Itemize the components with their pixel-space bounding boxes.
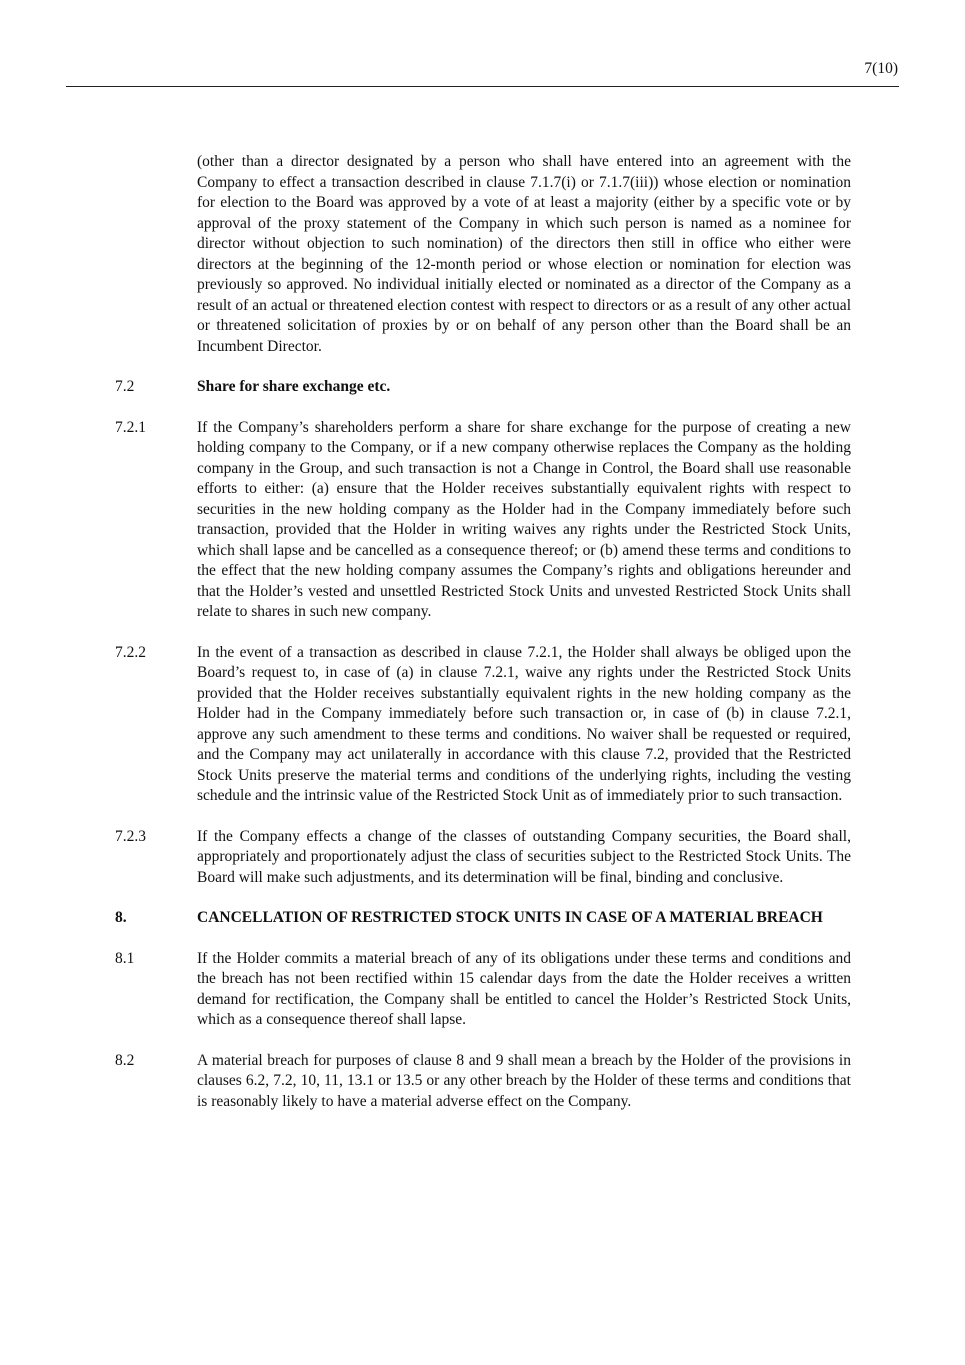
- section-7-2-heading: [115, 377, 851, 398]
- section-number: 8.: [115, 909, 127, 926]
- document-body: [115, 152, 851, 1112]
- clause-7-2-3: [115, 827, 851, 889]
- clause-text: If the Company’s shareholders perform a share for share exchange for the purpose of creating a new holding company to the Company, or if a new company otherwise replaces the Company as the holding company in the Group, and such transaction is not a Change in Control, the Board shall use reasonable efforts to either: (a) ensure that the Holder receives substantially equivalent rights with respect to securities in the new holding company as the Holder had in the Company immediately before such transaction, provided that the Holder in writing waives any rights under the Restricted Stock Units, which shall lapse and be cancelled as a consequence thereof; or (b) amend these terms and conditions to the effect that the new holding company assumes the Company’s rights and obligations hereunder and that the Holder’s vested and unsettled Restricted Stock Units and unvested Restricted Stock Units shall relate to shares in such new company.: [197, 418, 851, 620]
- clause-7-2-1: [115, 418, 851, 623]
- section-8-heading: [115, 908, 851, 929]
- clause-text: In the event of a transaction as described in clause 7.2.1, the Holder shall always be obliged upon the Board’s request to, in case of (a) in clause 7.2.1, waive any rights under the Restricted Stock Units provided that the Holder receives substantially equivalent rights in the new holding company as the Holder had in the Company immediately before such transaction or, in case of (b) in clause 7.2.1, approve any such amendment to these terms and conditions. No waiver shall be requested or required, and the Company may act unilaterally in accordance with this clause 7.2, provided that the Restricted Stock Units preserve the material terms and conditions of the underlying rights, including the vesting schedule and the intrinsic value of the Restricted Stock Unit as of immediately prior to such transaction.: [197, 643, 851, 804]
- clause-text: If the Company effects a change of the classes of outstanding Company securities, the Board shall, appropriately and proportionately adjust the class of securities subject to the Restricted Stock Units. The Board will make such adjustments, and its determination will be final, binding and conclusive.: [197, 827, 851, 886]
- clause-number: 7.2.3: [115, 827, 146, 845]
- clause-8-1: [115, 949, 851, 1031]
- header-rule: [66, 86, 899, 87]
- clause-text: A material breach for purposes of clause 8 and 9 shall mean a breach by the Holder of the provisions in clauses 6.2, 7.2, 10, 11, 13.1 or 13.5 or any other breach by the Holder of these terms and conditions that is reasonably likely to have a material adverse effect on the Company.: [197, 1051, 851, 1110]
- clause-7-2-2: [115, 643, 851, 807]
- clause-number: 8.2: [115, 1051, 135, 1069]
- clause-8-2: [115, 1051, 851, 1113]
- clause-text: If the Holder commits a material breach of any of its obligations under these terms and conditions and the breach has not been rectified within 15 calendar days from the date the Holder receives a written demand for rectification, the Company shall be entitled to cancel the Holder’s Restricted Stock Units, which as a consequence thereof shall lapse.: [197, 949, 851, 1028]
- clause-number: 7.2.2: [115, 643, 146, 661]
- section-title: Share for share exchange etc.: [197, 378, 391, 395]
- section-number: 7.2: [115, 378, 135, 395]
- continuation-paragraph: (other than a director designated by a person who shall have entered into an agreement with the Company to effect a transaction described in clause 7.1.7(i) or 7.1.7(iii)) whose election or nomination for election to the Board was approved by a vote of at least a majority (either by a specific vote or by approval of the proxy statement of the Company in which such person is named as a nominee for director without objection to such nomination) of the directors then still in office who either were directors at the beginning of the 12-month period or whose election or nomination for election was previously so approved. No individual initially elected or nominated as a director of the Company as a result of an actual or threatened election contest with respect to directors or as a result of any other actual or threatened solicitation of proxies by or on behalf of any person other than the Board shall be an Incumbent Director.: [197, 153, 851, 355]
- clause-number: 7.2.1: [115, 418, 146, 436]
- clause-number: 8.1: [115, 949, 135, 967]
- section-title: CANCELLATION OF RESTRICTED STOCK UNITS IN CASE OF A MATERIAL BREACH: [197, 909, 823, 926]
- page-number: 7(10): [864, 60, 898, 77]
